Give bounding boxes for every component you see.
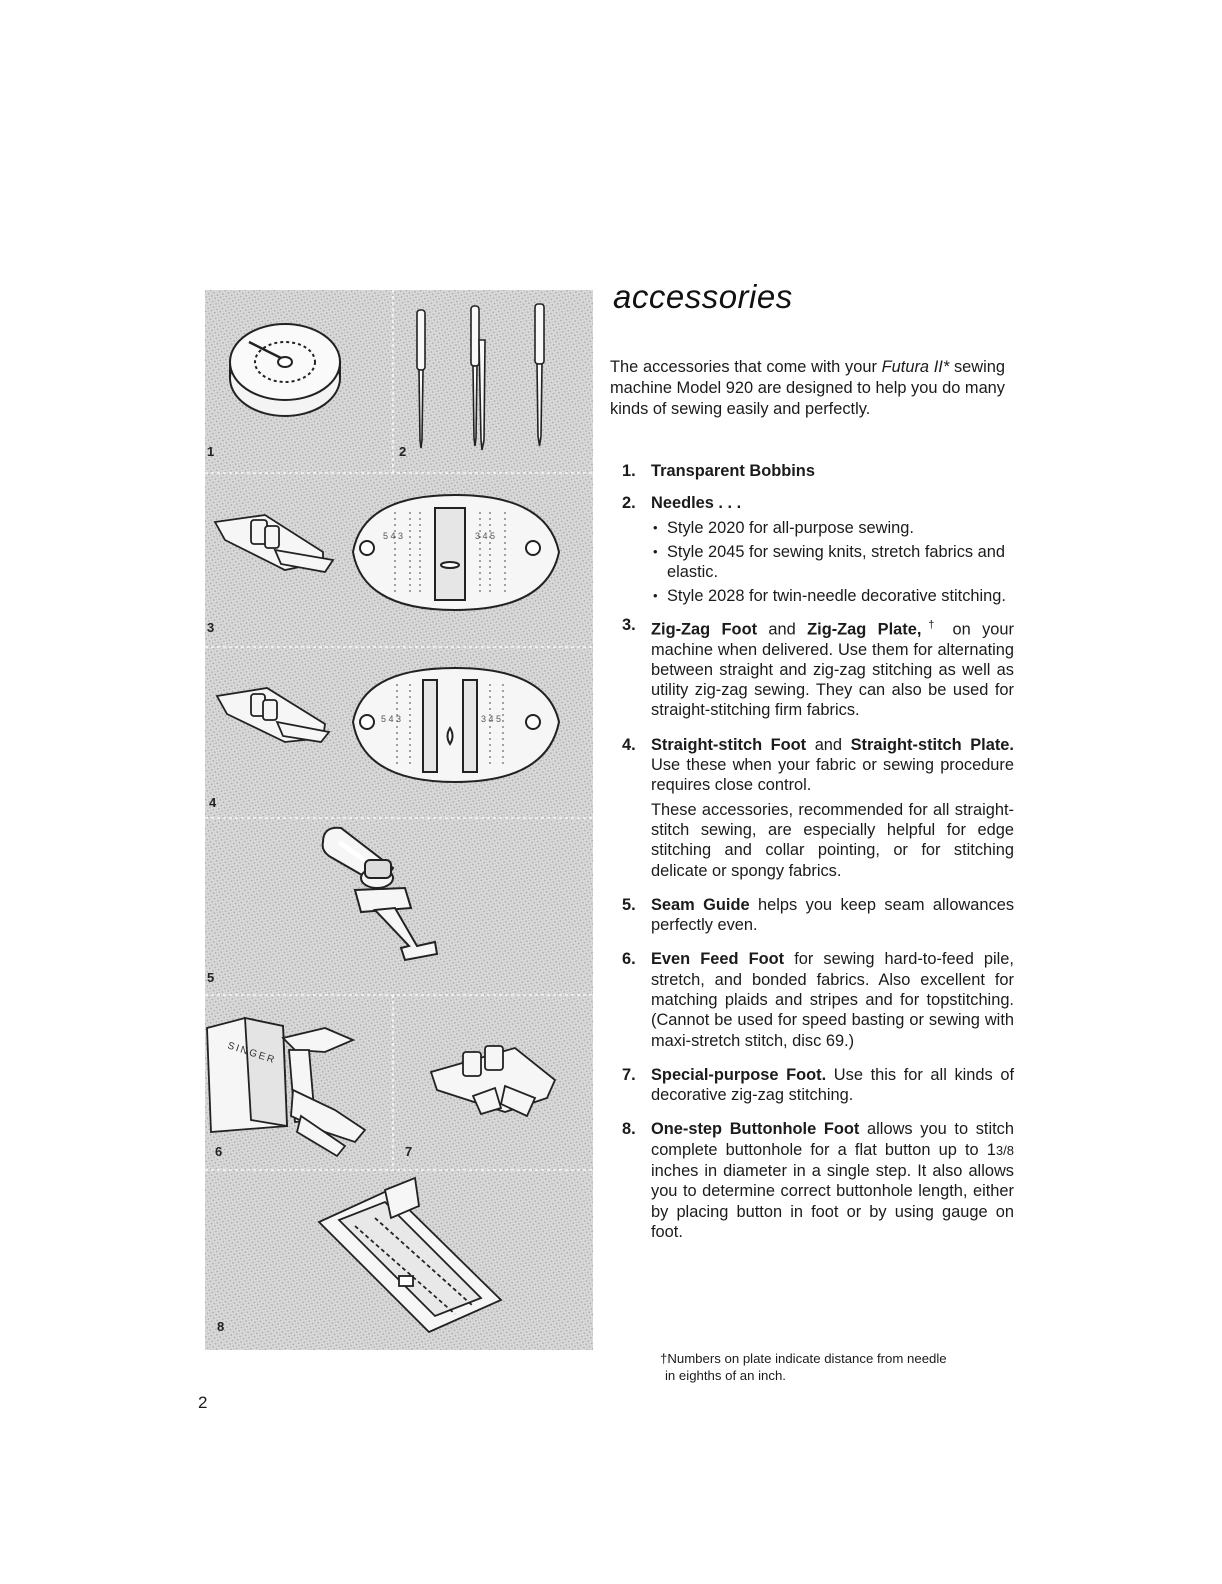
zigzag-plate-left-markings: 5 4 3	[383, 531, 404, 541]
item-name: Transparent Bobbins	[651, 462, 815, 480]
footnote-line-2: in eighths of an inch.	[665, 1367, 786, 1383]
page-number: 2	[198, 1393, 208, 1412]
list-item-bobbins	[622, 461, 1014, 481]
footnote-line-1: †Numbers on plate indicate distance from needle	[660, 1351, 947, 1366]
zigzag-plate-drawing	[353, 495, 559, 610]
item-description-end: inches in diameter in a single step. It also allows you to determine correct buttonhole length, either by placing button in foot or by using gauge on foot.	[651, 1162, 1014, 1241]
label-4: 4	[209, 795, 217, 810]
zigzag-plate-right-markings: 3 4 5	[475, 531, 496, 541]
list-item-zigzag	[622, 615, 1014, 721]
label-1: 1	[207, 444, 215, 459]
item-joiner: and	[806, 735, 851, 754]
item-number: 4.	[622, 735, 636, 754]
item-number: 5.	[622, 895, 636, 914]
intro-paragraph	[610, 357, 1005, 420]
item-name: Even Feed Foot	[651, 950, 785, 969]
item-description: allows you to stitch complete buttonhole for a flat button up to 1	[651, 1120, 1014, 1159]
item-description: on your machine when delivered. Use them for alternating between straight and zig-zag stitching as well as utility zig-zag sewing. They can also be used for straight-stitching firm fabrics.	[651, 620, 1014, 720]
singer-brand-label: SINGER	[226, 1040, 278, 1067]
straight-stitch-plate-drawing	[353, 668, 559, 782]
item-number: 8.	[622, 1120, 636, 1139]
item-name: Zig-Zag Foot	[651, 620, 758, 639]
size-fraction: 3/8	[995, 1142, 1014, 1158]
intro-text-start: The accessories that come with your	[610, 358, 882, 376]
brand-name: Futura II*	[881, 358, 950, 376]
label-5: 5	[207, 970, 215, 985]
item-number: 1.	[622, 462, 636, 480]
list-item-seam-guide	[622, 895, 1014, 936]
needle-styles-list	[651, 518, 1014, 607]
label-2: 2	[399, 444, 407, 459]
item-description: Use these when your fabric or sewing procedure requires close control.	[651, 756, 1014, 795]
footnote	[660, 1351, 1020, 1384]
straight-plate-right-markings: 3 4 5	[481, 714, 502, 724]
needle-style-2045: • Style 2045 for sewing knits, stretch fabrics and elastic.	[651, 542, 1014, 583]
list-item-needles	[622, 493, 1014, 606]
label-6: 6	[215, 1144, 223, 1159]
item-number: 7.	[622, 1065, 636, 1084]
item-name-2: Straight-stitch Plate.	[850, 735, 1014, 754]
list-item-straight-stitch	[622, 735, 1014, 881]
item-number: 3.	[622, 615, 636, 634]
item-name: Special-purpose Foot.	[651, 1065, 827, 1084]
item-description: helps you keep seam allowances perfectly even.	[651, 895, 1015, 935]
page-title: accessories	[613, 278, 793, 315]
needle-style-2028: • Style 2028 for twin-needle decorative stitching.	[651, 586, 1014, 606]
dagger-mark: †	[921, 618, 942, 631]
needle-style-2020: • Style 2020 for all-purpose sewing.	[651, 518, 1014, 538]
item-description: Use this for all kinds of decorative zig-zag stitching.	[651, 1065, 1014, 1105]
item-number: 6.	[622, 950, 636, 969]
accessory-list	[622, 461, 1014, 1242]
list-item-buttonhole	[622, 1119, 1014, 1242]
list-item-special-purpose	[622, 1065, 1014, 1106]
intro-text-end: sewing machine Model 920 are designed to help you do many kinds of sewing easily and perfectly.	[610, 358, 1005, 418]
straight-plate-left-markings: 5 4 3	[381, 714, 402, 724]
item-number: 2.	[622, 494, 636, 513]
label-3: 3	[207, 620, 215, 635]
list-item-even-feed	[622, 949, 1014, 1050]
bobbin-drawing	[230, 324, 340, 416]
accessories-illustration	[205, 290, 593, 1350]
item-name: Straight-stitch Foot	[651, 735, 807, 754]
label-8: 8	[217, 1319, 225, 1334]
item-name-2: Zig-Zag Plate,	[807, 620, 922, 639]
item-joiner: and	[757, 620, 808, 639]
item-description-2: These accessories, recommended for all straight-stitch sewing, are especially helpful for edge stitching and collar pointing, or for stitching delicate or spongy fabrics.	[651, 800, 1014, 880]
label-7: 7	[405, 1144, 413, 1159]
item-name: Seam Guide	[651, 895, 750, 914]
item-description: for sewing hard-to-feed pile, stretch, and bonded fabrics. Also excellent for matching plaids and stripes and for topstitching. (Cannot be used for speed basting or sewing with maxi-stretch stitch, disc 69.)	[651, 950, 1014, 1050]
item-name: One-step Buttonhole Foot	[651, 1120, 860, 1139]
item-name: Needles . . .	[651, 494, 742, 513]
